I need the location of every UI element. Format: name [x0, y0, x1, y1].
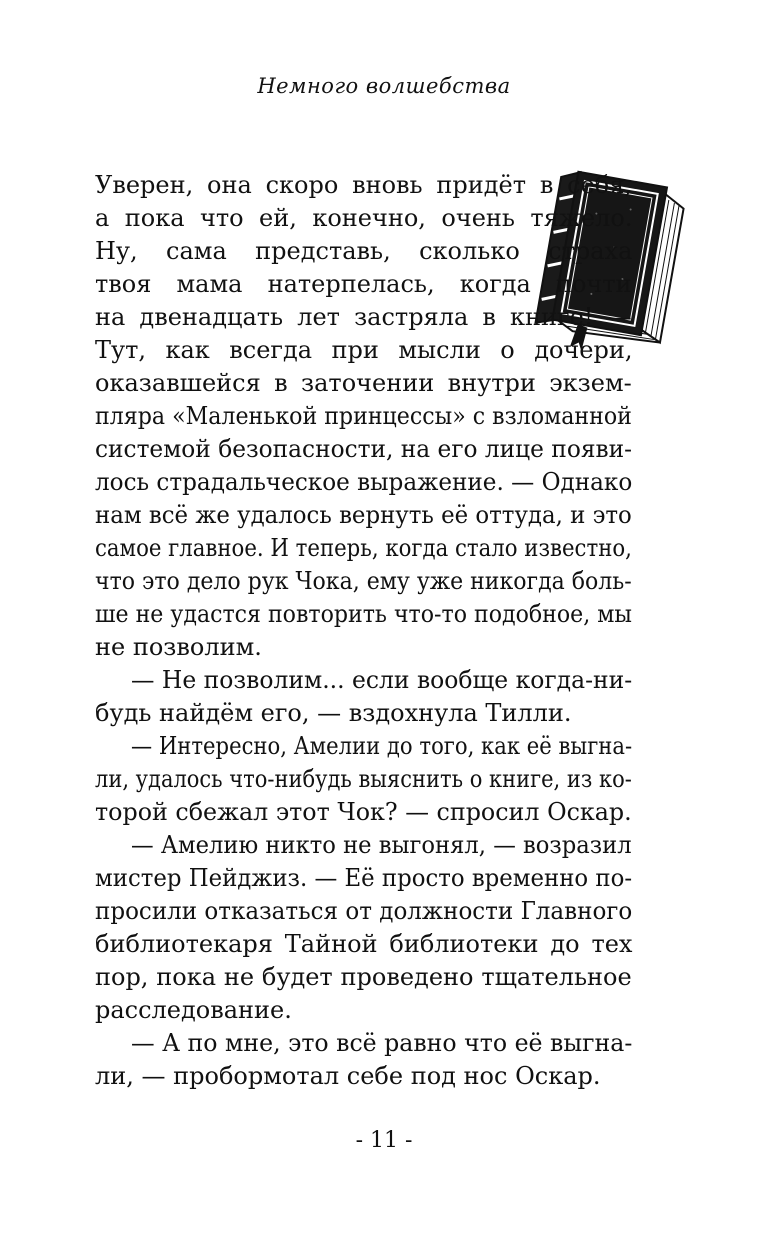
text-line: пор, пока не будет проведено тщательное: [95, 963, 632, 991]
text-line: ли, удалось что-нибудь выяснить о книге, из ко-: [95, 765, 632, 793]
text-line: Ну, сама представь, сколько страха: [95, 237, 633, 265]
text-line: просили отказаться от должности Главного: [95, 897, 633, 925]
text-line: будь найдём его, — вздохнула Тилли.: [95, 699, 572, 727]
text-line: расследование.: [95, 996, 292, 1024]
text-line: — Не позволим... если вообще когда-ни-: [131, 666, 633, 694]
text-line: нам всё же удалось вернуть её оттуда, и это: [95, 501, 632, 529]
text-line: ше не удастся повторить что-то подобное, мы: [95, 600, 632, 628]
text-line: а пока что ей, конечно, очень тяжело.: [95, 204, 633, 232]
text-line: на двенадцать лет застряла в книге! —: [95, 303, 632, 331]
text-line: ли, — пробормотал себе под нос Оскар.: [95, 1062, 601, 1090]
text-line: оказавшейся в заточении внутри экзем-: [95, 369, 632, 397]
text-line: — Амелию никто не выгонял, — возразил: [131, 831, 632, 859]
text-line: пляра «Маленькой принцессы» с взломанной: [95, 402, 632, 430]
text-line: что это дело рук Чока, ему уже никогда боль-: [95, 567, 632, 595]
text-line: библиотекаря Тайной библиотеки до тех: [95, 930, 633, 958]
page-number: - 11 -: [355, 1128, 413, 1153]
text-line: не позволим.: [95, 633, 262, 661]
text-line: лось страдальческое выражение. — Однако: [95, 468, 633, 496]
text-line: мистер Пейджиз. — Её просто временно по-: [95, 864, 633, 892]
text-line: твоя мама натерпелась, когда почти: [95, 270, 632, 298]
text-line: — Интересно, Амелии до того, как её выгна-: [131, 732, 633, 760]
text-line: системой безопасности, на его лице появи-: [95, 435, 632, 463]
text-line: самое главное. И теперь, когда стало известно,: [95, 534, 632, 562]
running-head: Немного волшебства: [257, 74, 511, 98]
text-line: Уверен, она скоро вновь придёт в себя,: [95, 171, 633, 199]
text-line: Тут, как всегда при мысли о дочери,: [95, 336, 633, 364]
text-line: — А по мне, это всё равно что её выгна-: [131, 1029, 633, 1057]
text-line: торой сбежал этот Чок? — спросил Оскар.: [95, 798, 632, 826]
